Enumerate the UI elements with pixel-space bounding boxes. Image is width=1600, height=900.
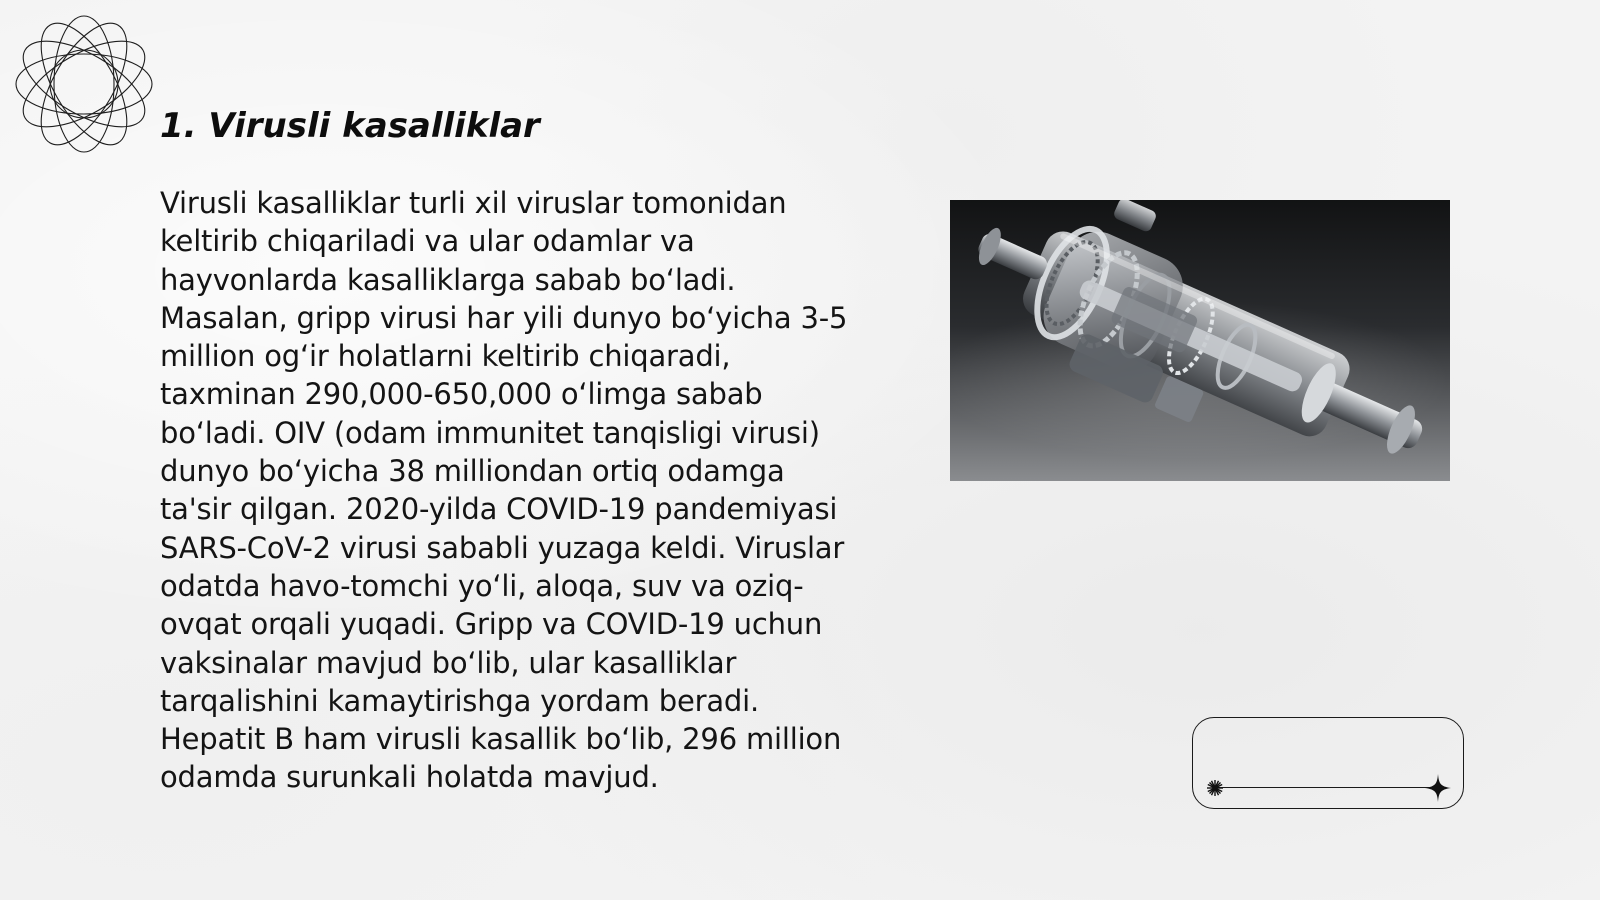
slide-title: 1. Virusli kasalliklar: [160, 106, 540, 146]
slide-body-text: Virusli kasalliklar turli xil viruslar tomonidan keltirib chiqariladi va ular odamlar va hayvonlarda kasalliklarga sabab bo‘ladi. Masalan, gripp virusi har yili dunyo bo‘yicha 3-5 million og‘ir holatlarni keltirib chiqaradi, taxminan 290,000-650,000 o‘limga sabab bo‘ladi. OIV (odam immunitet tanqisligi virusi) dunyo bo‘yicha 38 milliondan ortiq odamga ta'sir qilgan. 2020-yilda COVID-19 pandemiyasi SARS-CoV-2 virusi sababli yuzaga keldi. Viruslar odatda havo-tomchi yo‘li, aloqa, suv va oziq-ovqat orqali yuqadi. Gripp va COVID-19 uchun vaksinalar mavjud bo‘lib, ular kasalliklar tarqalishini kamaytirishga yordam beradi. Hepatit B ham virusli kasallik bo‘lib, 296 million odamda surunkali holatda mavjud.: [160, 186, 848, 795]
four-point-sparkle-icon: [1425, 774, 1451, 802]
decorative-frame: [1192, 717, 1464, 809]
starburst-icon: [1205, 778, 1225, 798]
decorative-line: [1213, 787, 1441, 788]
mechanical-transmission-image: [950, 200, 1450, 481]
spirograph-rings-icon: [8, 8, 160, 160]
